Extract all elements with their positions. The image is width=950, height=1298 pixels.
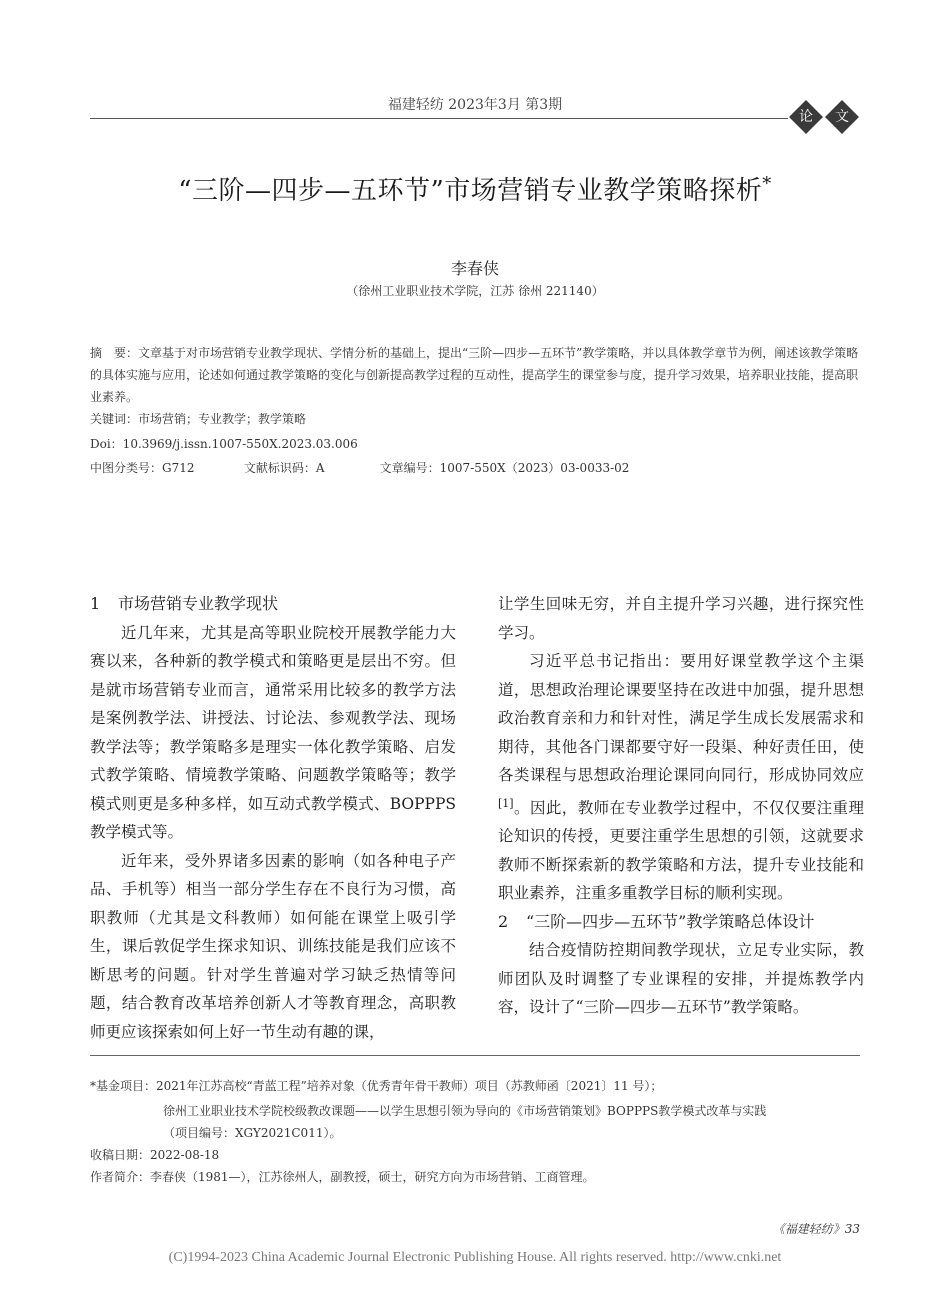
funding-note-1: *基金项目：2021年江苏高校“青蓝工程”培养对象（优秀青年骨干教师）项目（苏教师函〔2021〕11 号）； bbox=[90, 1079, 663, 1093]
badge-char-2: 文 bbox=[835, 109, 849, 125]
section-1-number: 1 bbox=[90, 594, 101, 613]
section-1-title: 市场营销专业教学现状 bbox=[118, 594, 279, 613]
author-bio: 作者简介：李春侠（1981—），江苏徐州人，副教授，硕士，研究方向为市场营销、工商管理。 bbox=[90, 1170, 595, 1184]
title-text: “三阶—四步—五环节”市场营销专业教学策略探析 bbox=[178, 176, 763, 206]
paragraph-3-part-b: 。因此，教师在专业教学过程中，不仅仅要注重理论知识的传授，更要注重学生思想的引领，这就要求教师不断探索新的教学策略和方法，提升专业技能和职业素养，注重多重教学目标的顺利实现。 bbox=[498, 798, 864, 903]
paragraph-2: 近年来，受外界诸多因素的影响（如各种电子产品、手机等）相当一部分学生存在不良行为习惯，高职教师（尤其是文科教师）如何能在课堂上吸引学生，课后敦促学生探求知识、训练技能是我们应该不断思考的问题。针对学生普遍对学习缺乏热情等问题，结合教育改革培养创新人才等教育理念，高职教师更应该探索如何上好一节生动有趣的课， bbox=[90, 851, 456, 1041]
funding-note-2: 徐州工业职业技术学院校级教改课题——以学生思想引领为导向的《市场营销策划》BOPPPS教学模式改革与实践 bbox=[163, 1104, 767, 1118]
funding-note-3: （项目编号：XGY2021C011）。 bbox=[163, 1126, 342, 1140]
section-1-heading bbox=[90, 590, 456, 619]
header-rule bbox=[90, 118, 788, 119]
article-title bbox=[0, 170, 950, 207]
classification-line bbox=[90, 457, 862, 479]
journal-header: 福建轻纺 2023年3月 第3期 bbox=[387, 97, 563, 113]
section-2-number: 2 bbox=[498, 911, 509, 931]
doi: Doi：10.3969/j.issn.1007-550X.2023.03.006 bbox=[90, 437, 358, 451]
article-number: 文章编号：1007-550X（2023）03-0033-02 bbox=[379, 461, 630, 475]
section-2-heading bbox=[498, 908, 864, 937]
section-2-title: “三阶—四步—五环节”教学策略总体设计 bbox=[526, 911, 815, 931]
paragraph-4: 结合疫情防控期间教学现状，立足专业实际，教师团队及时调整了专业课程的安排，并提炼教学内容，设计了“三阶—四步—五环节”教学策略。 bbox=[498, 941, 864, 1017]
author-name: 李春侠 bbox=[450, 259, 499, 278]
paragraph-2-continued: 让学生回味无穷，并自主提升学习兴趣，进行探究性学习。 bbox=[498, 595, 864, 642]
copyright-watermark: (C)1994-2023 China Academic Journal Electronic Publishing House. All rights reserved. http://www.cnki.net bbox=[168, 1250, 782, 1265]
received-date: 收稿日期：2022-08-18 bbox=[90, 1148, 220, 1162]
author-affiliation: （徐州工业职业技术学院，江苏 徐州 221140） bbox=[346, 284, 604, 298]
clc-number: 中图分类号：G712 bbox=[90, 461, 195, 475]
left-column bbox=[90, 590, 456, 1046]
keywords: 关键词：市场营销；专业教学；教学策略 bbox=[90, 412, 307, 426]
badge-diamond-1 bbox=[789, 100, 823, 134]
abstract: 摘 要：文章基于对市场营销专业教学现状、学情分析的基础上，提出“三阶—四步—五环节”教学策略，并以具体教学章节为例，阐述该教学策略的具体实施与应用，论述如何通过教学策略的变化与创新提高教学过程的互动性，提高学生的课堂参与度，提升学习效果，培养职业技能，提高职业素养。 bbox=[90, 346, 859, 404]
page-number: 《福建轻纺》33 bbox=[772, 1222, 860, 1236]
right-column bbox=[498, 590, 864, 1022]
paragraph-1: 近几年来，尤其是高等职业院校开展教学能力大赛以来，各种新的教学模式和策略更是层出不穷。但是就市场营销专业而言，通常采用比较多的教学方法是案例教学法、讲授法、讨论法、参观教学法、现场教学法等；教学策略多是理实一体化教学策略、启发式教学策略、情境教学策略、问题教学策略等；教学模式则更是多种多样，如互动式教学模式、BOPPPS教学模式等。 bbox=[90, 623, 456, 841]
paragraph-3-part-a: 习近平总书记指出：要用好课堂教学这个主渠道，思想政治理论课要坚持在改进中加强，提升思想政治教育亲和力和针对性，满足学生成长发展需求和期待，其他各门课都要守好一段渠、种好责任田，使各类课程与思想政治理论课同向同行，形成协同效应 bbox=[498, 652, 864, 784]
document-code: 文献标识码：A bbox=[243, 461, 325, 475]
badge-char-1: 论 bbox=[799, 109, 813, 125]
citation-1[interactable]: [1] bbox=[498, 796, 514, 810]
section-badge bbox=[790, 100, 862, 134]
paragraph-3 bbox=[498, 647, 864, 908]
badge-diamond-2 bbox=[825, 100, 859, 134]
title-footnote-mark: * bbox=[762, 173, 772, 195]
footnote-rule bbox=[90, 1055, 860, 1056]
